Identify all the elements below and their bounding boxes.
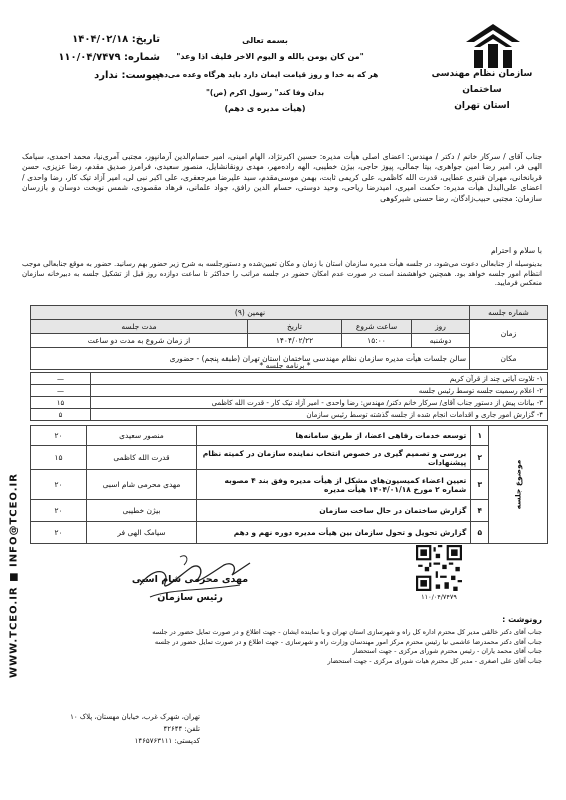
topic-presenter: مهدی محرمی شام اسبی: [87, 470, 197, 500]
quote-attribution: بدان وفا کند" رسول اکرم (ص)": [205, 88, 325, 97]
list-item: جناب آقای علی اصغری - مدیر کل محترم هیات شورای مرکزی - جهت استحضار: [327, 656, 542, 665]
date-label: تاریخ: [248, 320, 342, 334]
table-row: [31, 426, 548, 446]
topic-text: توسعه خدمات رفاهی اعضا، از طریق سامانه‌ها: [197, 426, 471, 446]
day-value: دوشنبه: [412, 334, 470, 348]
agenda-item-text: ۱- تلاوت آیاتی چند از قرآن کریم: [91, 373, 548, 385]
topic-text: گزارش ساختمان در حال ساخت سازمان: [197, 500, 471, 522]
quote-translation: هر که به خدا و روز قیامت ایمان دارد باید هرگاه وعده می‌دهد،: [151, 70, 379, 79]
session-number-value: نهمین (۹): [31, 306, 470, 320]
agenda-preliminary-table: [30, 372, 548, 421]
topic-number: ۵: [471, 522, 489, 544]
duration-label: مدت جلسه: [31, 320, 248, 334]
footer-postcode: کدپستی: ۱۴۶۵۷۶۳۱۱۱: [134, 737, 200, 745]
table-row: [31, 522, 548, 544]
signatory-title: رئیس سازمان: [157, 592, 223, 603]
topic-presenter: سیامک الهی فر: [87, 522, 197, 544]
list-item: جناب آقای دکتر خالقی مدیر کل محترم اداره کل راه و شهرسازی استان تهران و با نماینده ایشان - جهت اطلاع و در صورت تمایل حضور در جلسه: [152, 628, 542, 636]
agenda-item-minutes: —: [31, 373, 91, 385]
org-line2: استان تهران: [454, 101, 510, 111]
topic-presenter: منصور سعیدی: [87, 426, 197, 446]
topic-number: ۱: [471, 426, 489, 446]
start-value: ۱۵:۰۰: [342, 334, 412, 348]
date-value: ۱۴۰۴/۰۲/۲۲: [248, 334, 342, 348]
bismillah: بسمه تعالی: [242, 36, 288, 45]
letter-number: شماره: ۱۱۰/۰۴/۷۴۷۹: [58, 52, 160, 63]
qr-code-number: ۱۱۰/۰۴/۷۴۷۹: [421, 593, 457, 601]
agenda-item-text: ۲- اعلام رسمیت جلسه توسط رئیس جلسه: [91, 385, 548, 397]
topic-presenter: بیژن خطیبی: [87, 500, 197, 522]
start-label: ساعت شروع: [342, 320, 412, 334]
quote-arabic: "من کان یومن بالله و الیوم الاخر فلیف اذا وعد": [176, 52, 364, 61]
cc-list: [42, 628, 542, 666]
agenda-topics-label: موضوع جلسه: [489, 426, 548, 544]
cc-title: رونوشت :: [502, 615, 542, 624]
topic-minutes: ۲۰: [31, 470, 87, 500]
topic-minutes: ۲۰: [31, 522, 87, 544]
topic-text: بررسی و تصمیم گیری در خصوص انتخاب نماینده سازمان در کمیته نظام پیشنهادات: [197, 446, 471, 470]
place-value: سالن جلسات هیأت مدیره سازمان نظام مهندسی ساختمان استان تهران (طبقه پنجم) - حضوری: [31, 348, 470, 370]
agenda-item-text: ۴- گزارش امور جاری و اقدامات انجام شده از جلسه گذشته توسط رئیس سازمان: [91, 409, 548, 421]
topic-minutes: ۲۰: [31, 426, 87, 446]
table-row: [31, 373, 548, 385]
topic-text: تعیین اعضاء کمیسیون‌های مشکل از هیأت مدیره وفق بند ۴ مصوبه شماره ۲ مورخ ۱۴۰۴/۰۱/۱۸ هیأت مدیره: [197, 470, 471, 500]
intro-paragraph: بدینوسیله از جنابعالی دعوت می‌شود، در جلسه هیأت مدیره سازمان استان با زمان و مکان تعیین‌شده و دستورجلسه به شرح زیر حضور بهم رسانید. حضور به موقع جنابعالی موجب انتظام امور جلسه خواهد بود. همچنین خواهشمند است در صورت عدم امکان حضور در جلسه مراتب را حداکثر تا ساعت دوازده روز قبل از تشکیل جلسه به دبیرخانه سازمان منعکس فرمایید.: [22, 260, 542, 288]
list-item: جناب آقای دکتر محمدرضا عاشمی نیا رئیس محترم مرکز امور مهندسان وزارت راه و شهرسازی - جهت اطلاع و در صورت تمایل حضور در جلسه: [154, 637, 542, 646]
agenda-topics-table: [30, 425, 548, 544]
table-row: [31, 446, 548, 470]
letter-date: تاریخ: ۱۴۰۴/۰۲/۱۸: [72, 34, 160, 45]
agenda-item-minutes: —: [31, 385, 91, 397]
table-row: [31, 385, 548, 397]
topic-number: ۳: [471, 470, 489, 500]
topic-number: ۴: [471, 500, 489, 522]
day-label: روز: [412, 320, 470, 334]
board-label: (هیأت مدیره ی دهم): [224, 104, 306, 113]
org-line1: سازمان نظام مهندسی ساختمان: [431, 69, 533, 95]
qr-code-icon[interactable]: [416, 545, 462, 591]
agenda-item-minutes: ۱۵: [31, 397, 91, 409]
agenda-title: * برنامه جلسه *: [259, 361, 311, 370]
topic-minutes: ۲۰: [31, 500, 87, 522]
topic-minutes: ۱۵: [31, 446, 87, 470]
list-item: جناب آقای محمد یاران - رئیس محترم شورای مرکزی - جهت استحضار: [352, 647, 542, 656]
table-row: [31, 409, 548, 421]
greeting: با سلام و احترام: [490, 246, 542, 255]
agenda-item-minutes: ۵: [31, 409, 91, 421]
signatory-name: مهدی محرمی شام اسبی: [131, 574, 249, 585]
topic-text: گزارش تحویل و تحول سازمان بین هیأت مدیره دوره نهم و دهم: [197, 522, 471, 544]
agenda-item-text: ۳- بیانات پیش از دستور جناب آقای/ سرکار خانم دکتر/ مهندس: رضا واحدی - امیر آزاد تیک کار - قدرت الله کاظمی: [91, 397, 548, 409]
place-label: مکان: [470, 348, 548, 370]
footer-address: تهران، شهرک غرب، خیابان مهستان، پلاک ۱۰: [70, 713, 200, 721]
side-contact-text: WWW.TCEO.IR ■ INFO@TCEO.IR: [8, 473, 20, 678]
table-row: [31, 470, 548, 500]
time-label: زمان: [470, 320, 548, 348]
table-row: [31, 397, 548, 409]
letter-attachment: پیوست: ندارد: [94, 70, 160, 81]
organization-logo: [464, 22, 522, 72]
duration-value: از زمان شروع به مدت دو ساعت: [31, 334, 248, 348]
organization-name: [412, 66, 552, 114]
topic-presenter: قدرت الله کاظمی: [87, 446, 197, 470]
table-row: [31, 500, 548, 522]
session-number-label: شماره جلسه: [470, 306, 548, 320]
footer-tel: تلفن: ۴۲۶۴۴: [163, 725, 200, 733]
topic-number: ۲: [471, 446, 489, 470]
addressees-paragraph: جناب آقای / سرکار خانم / دکتر / مهندس: اعضای اصلی هیأت مدیره: حسین اکبرنژاد، الهام امینی، امیر حسام‌الدین آرمانپور، مجتبی آمری‌نیا، محمد احمدی، سیامک الهی فر، امیر رضا امین جواهری، بیتا جمالی، پیوز حاجی، بیژن خطیبی، الهه راده‌مهر، مهدی رونقانشایل، منصور سعیدی، فرامرز صدیق مقدم، رضا عزیزی، حسن قربانخانی، مهران قنبری عطایی، قدرت الله کاظمی، علی کریمی ثابت، بهمن موسی‌مقدم، سید علیرضا میرجعفری، علی اکبر نبی لی، امیر آزاد تیک کار، رضا واحدی / اعضای علی‌البدل هیأت مدیره: حکمت امیری، امیدرضا ریاحی، وحید دوستی، حسام الدین رافق، جواد علمانی، فرهاد مقصودی، شمس نوبخت دوسان و بازرسان سازمان: مجتبی حبیب‌زادگان، رضا حسنی شیرکوهی: [22, 152, 542, 203]
